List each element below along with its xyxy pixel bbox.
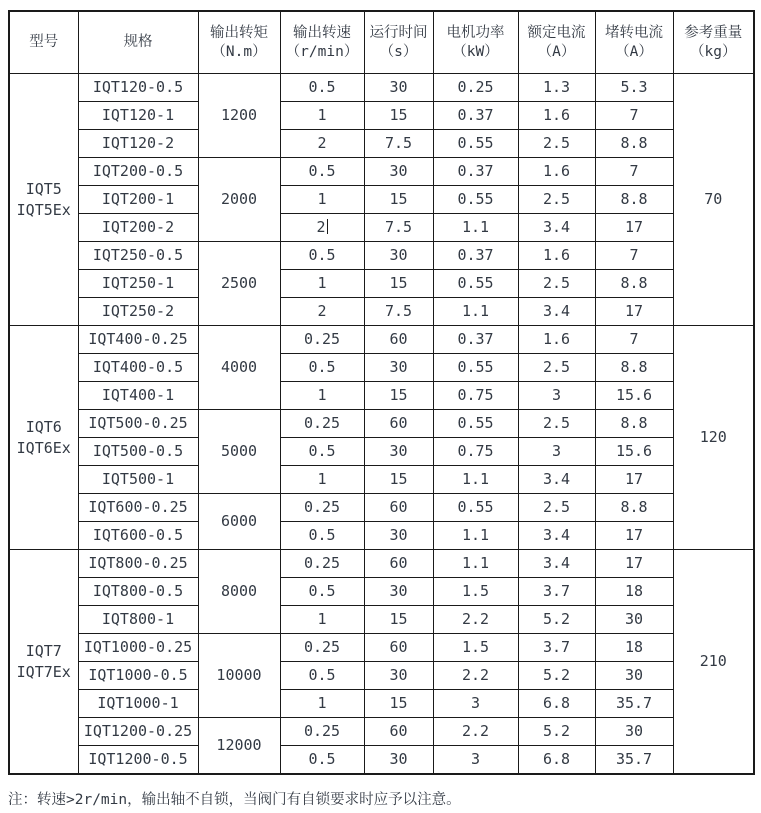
torque-cell: 10000 xyxy=(198,634,280,718)
header-label: 输出转矩 xyxy=(210,25,268,42)
table-row xyxy=(9,494,754,522)
stall-current-cell: 15.6 xyxy=(595,438,673,466)
stall-current-cell: 7 xyxy=(595,158,673,186)
speed-cell: 2 xyxy=(280,130,364,158)
table-row xyxy=(9,326,754,354)
table-row xyxy=(9,466,754,494)
rated-current-cell: 5.2 xyxy=(518,606,595,634)
spec-cell: IQT600-0.5 xyxy=(78,522,198,550)
spec-cell: IQT400-0.5 xyxy=(78,354,198,382)
time-cell: 7.5 xyxy=(364,130,433,158)
time-cell: 7.5 xyxy=(364,214,433,242)
power-cell: 1.1 xyxy=(433,466,518,494)
speed-cell: 1 xyxy=(280,606,364,634)
column-header-torque xyxy=(198,11,280,74)
spec-cell: IQT1200-0.5 xyxy=(78,746,198,775)
stall-current-cell: 8.8 xyxy=(595,186,673,214)
model-line: IQT7Ex xyxy=(16,662,71,681)
time-cell: 30 xyxy=(364,242,433,270)
stall-current-cell: 30 xyxy=(595,662,673,690)
stall-current-cell: 30 xyxy=(595,606,673,634)
speed-cell: 0.5 xyxy=(280,438,364,466)
time-cell: 15 xyxy=(364,382,433,410)
power-cell: 0.37 xyxy=(433,158,518,186)
stall-current-cell: 5.3 xyxy=(595,74,673,102)
time-cell: 15 xyxy=(364,270,433,298)
header-label: 运行时间 xyxy=(369,25,428,42)
model-cell xyxy=(9,74,78,326)
stall-current-cell: 17 xyxy=(595,550,673,578)
time-cell: 60 xyxy=(364,718,433,746)
time-cell: 60 xyxy=(364,410,433,438)
time-cell: 30 xyxy=(364,158,433,186)
model-line: IQT5Ex xyxy=(16,200,71,219)
spec-cell: IQT200-2 xyxy=(78,214,198,242)
table-row xyxy=(9,242,754,270)
actuator-spec-table xyxy=(8,10,755,775)
stall-current-cell: 18 xyxy=(595,578,673,606)
rated-current-cell: 2.5 xyxy=(518,354,595,382)
stall-current-cell: 30 xyxy=(595,718,673,746)
weight-cell: 210 xyxy=(673,550,754,775)
torque-cell: 2000 xyxy=(198,158,280,242)
table-row xyxy=(9,214,754,242)
header-label: 堵转电流 xyxy=(605,25,663,42)
torque-cell: 8000 xyxy=(198,550,280,634)
spec-cell: IQT250-0.5 xyxy=(78,242,198,270)
rated-current-cell: 2.5 xyxy=(518,130,595,158)
rated-current-cell: 3.7 xyxy=(518,578,595,606)
rated-current-cell: 1.6 xyxy=(518,242,595,270)
torque-cell: 2500 xyxy=(198,242,280,326)
speed-cell: 0.25 xyxy=(280,494,364,522)
table-row xyxy=(9,410,754,438)
time-cell: 30 xyxy=(364,74,433,102)
spec-cell: IQT120-2 xyxy=(78,130,198,158)
rated-current-cell: 3 xyxy=(518,382,595,410)
stall-current-cell: 35.7 xyxy=(595,746,673,775)
speed-cell: 1 xyxy=(280,270,364,298)
time-cell: 60 xyxy=(364,634,433,662)
rated-current-cell: 2.5 xyxy=(518,410,595,438)
table-row xyxy=(9,718,754,746)
rated-current-cell: 5.2 xyxy=(518,662,595,690)
stall-current-cell: 7 xyxy=(595,102,673,130)
rated-current-cell: 1.3 xyxy=(518,74,595,102)
speed-cell: 1 xyxy=(280,382,364,410)
table-row xyxy=(9,746,754,775)
spec-cell: IQT800-0.5 xyxy=(78,578,198,606)
table-row xyxy=(9,438,754,466)
time-cell: 60 xyxy=(364,326,433,354)
time-cell: 15 xyxy=(364,186,433,214)
power-cell: 0.25 xyxy=(433,74,518,102)
power-cell: 2.2 xyxy=(433,718,518,746)
power-cell: 0.37 xyxy=(433,326,518,354)
spec-cell: IQT400-1 xyxy=(78,382,198,410)
rated-current-cell: 3.4 xyxy=(518,466,595,494)
table-row xyxy=(9,382,754,410)
stall-current-cell: 8.8 xyxy=(595,354,673,382)
table-row xyxy=(9,130,754,158)
table-row xyxy=(9,550,754,578)
column-header-power xyxy=(433,11,518,74)
rated-current-cell: 1.6 xyxy=(518,158,595,186)
spec-cell: IQT120-1 xyxy=(78,102,198,130)
header-unit: （kg） xyxy=(690,43,737,60)
speed-cell: 0.5 xyxy=(280,74,364,102)
time-cell: 30 xyxy=(364,522,433,550)
rated-current-cell: 2.5 xyxy=(518,494,595,522)
column-header-rated-current xyxy=(518,11,595,74)
stall-current-cell: 17 xyxy=(595,522,673,550)
power-cell: 1.1 xyxy=(433,298,518,326)
speed-cell: 0.25 xyxy=(280,718,364,746)
time-cell: 30 xyxy=(364,746,433,775)
power-cell: 1.5 xyxy=(433,634,518,662)
stall-current-cell: 17 xyxy=(595,466,673,494)
header-label: 规格 xyxy=(123,34,153,51)
header-unit: （r/min） xyxy=(285,43,359,60)
rated-current-cell: 6.8 xyxy=(518,746,595,775)
speed-cell: 0.5 xyxy=(280,662,364,690)
power-cell: 0.55 xyxy=(433,270,518,298)
header-unit: （s） xyxy=(379,43,418,60)
rated-current-cell: 5.2 xyxy=(518,718,595,746)
speed-cell: 0.25 xyxy=(280,550,364,578)
speed-cell: 1 xyxy=(280,102,364,130)
header-unit: （kW） xyxy=(452,43,499,60)
speed-cell: 0.5 xyxy=(280,354,364,382)
torque-cell: 5000 xyxy=(198,410,280,494)
stall-current-cell: 17 xyxy=(595,214,673,242)
time-cell: 60 xyxy=(364,550,433,578)
speed-cell: 0.5 xyxy=(280,746,364,775)
time-cell: 30 xyxy=(364,354,433,382)
rated-current-cell: 6.8 xyxy=(518,690,595,718)
stall-current-cell: 7 xyxy=(595,326,673,354)
speed-cell: 0.5 xyxy=(280,578,364,606)
header-label: 参考重量 xyxy=(684,25,743,42)
header-label: 额定电流 xyxy=(527,25,586,42)
rated-current-cell: 1.6 xyxy=(518,326,595,354)
model-line: IQT5 xyxy=(25,180,62,199)
spec-cell: IQT500-0.5 xyxy=(78,438,198,466)
rated-current-cell: 1.6 xyxy=(518,102,595,130)
power-cell: 0.75 xyxy=(433,382,518,410)
table-row xyxy=(9,102,754,130)
power-cell: 0.55 xyxy=(433,186,518,214)
power-cell: 0.55 xyxy=(433,410,518,438)
torque-cell: 1200 xyxy=(198,74,280,158)
time-cell: 7.5 xyxy=(364,298,433,326)
power-cell: 1.5 xyxy=(433,578,518,606)
table-row xyxy=(9,74,754,102)
rated-current-cell: 3 xyxy=(518,438,595,466)
table-row xyxy=(9,522,754,550)
header-label: 输出转速 xyxy=(293,25,351,42)
table-row xyxy=(9,354,754,382)
column-header-weight xyxy=(673,11,754,74)
spec-cell: IQT200-1 xyxy=(78,186,198,214)
column-header-speed xyxy=(280,11,364,74)
weight-cell: 70 xyxy=(673,74,754,326)
spec-cell: IQT500-0.25 xyxy=(78,410,198,438)
speed-cell: 2 xyxy=(280,214,364,242)
table-row xyxy=(9,578,754,606)
time-cell: 60 xyxy=(364,494,433,522)
time-cell: 15 xyxy=(364,466,433,494)
speed-cell: 0.5 xyxy=(280,522,364,550)
spec-cell: IQT1200-0.25 xyxy=(78,718,198,746)
speed-cell: 0.25 xyxy=(280,410,364,438)
speed-cell: 0.5 xyxy=(280,158,364,186)
spec-cell: IQT500-1 xyxy=(78,466,198,494)
header-unit: （A） xyxy=(615,43,653,60)
torque-cell: 6000 xyxy=(198,494,280,550)
model-line: IQT7 xyxy=(25,642,62,661)
column-header-spec xyxy=(78,11,198,74)
power-cell: 0.55 xyxy=(433,494,518,522)
table-body xyxy=(9,74,754,775)
model-cell xyxy=(9,550,78,775)
power-cell: 0.55 xyxy=(433,354,518,382)
rated-current-cell: 2.5 xyxy=(518,270,595,298)
rated-current-cell: 2.5 xyxy=(518,186,595,214)
stall-current-cell: 8.8 xyxy=(595,270,673,298)
spec-cell: IQT200-0.5 xyxy=(78,158,198,186)
speed-cell: 0.25 xyxy=(280,326,364,354)
header-unit: （N.m） xyxy=(211,43,267,60)
power-cell: 0.55 xyxy=(433,130,518,158)
power-cell: 3 xyxy=(433,746,518,775)
power-cell: 1.1 xyxy=(433,550,518,578)
power-cell: 0.37 xyxy=(433,242,518,270)
time-cell: 30 xyxy=(364,438,433,466)
column-header-model xyxy=(9,11,78,74)
spec-cell: IQT120-0.5 xyxy=(78,74,198,102)
speed-cell: 2 xyxy=(280,298,364,326)
spec-cell: IQT1000-0.5 xyxy=(78,662,198,690)
power-cell: 2.2 xyxy=(433,606,518,634)
stall-current-cell: 17 xyxy=(595,298,673,326)
rated-current-cell: 3.4 xyxy=(518,214,595,242)
table-row xyxy=(9,298,754,326)
spec-cell: IQT400-0.25 xyxy=(78,326,198,354)
header-label: 电机功率 xyxy=(446,25,505,42)
stall-current-cell: 15.6 xyxy=(595,382,673,410)
model-line: IQT6 xyxy=(25,418,62,437)
rated-current-cell: 3.4 xyxy=(518,522,595,550)
table-header-row xyxy=(9,11,754,74)
rated-current-cell: 3.4 xyxy=(518,550,595,578)
speed-cell: 0.5 xyxy=(280,242,364,270)
header-unit: （A） xyxy=(537,43,576,60)
table-row xyxy=(9,606,754,634)
text-cursor xyxy=(327,219,328,234)
table-row xyxy=(9,690,754,718)
column-header-time xyxy=(364,11,433,74)
rated-current-cell: 3.4 xyxy=(518,298,595,326)
spec-cell: IQT800-0.25 xyxy=(78,550,198,578)
column-header-stall-current xyxy=(595,11,673,74)
power-cell: 1.1 xyxy=(433,214,518,242)
spec-cell: IQT600-0.25 xyxy=(78,494,198,522)
time-cell: 15 xyxy=(364,102,433,130)
speed-cell: 1 xyxy=(280,186,364,214)
stall-current-cell: 8.8 xyxy=(595,410,673,438)
table-row xyxy=(9,662,754,690)
speed-cell: 1 xyxy=(280,466,364,494)
power-cell: 1.1 xyxy=(433,522,518,550)
rated-current-cell: 3.7 xyxy=(518,634,595,662)
spec-cell: IQT800-1 xyxy=(78,606,198,634)
power-cell: 0.75 xyxy=(433,438,518,466)
model-line: IQT6Ex xyxy=(16,438,71,457)
time-cell: 30 xyxy=(364,578,433,606)
spec-cell: IQT1000-0.25 xyxy=(78,634,198,662)
stall-current-cell: 8.8 xyxy=(595,494,673,522)
stall-current-cell: 8.8 xyxy=(595,130,673,158)
spec-cell: IQT1000-1 xyxy=(78,690,198,718)
power-cell: 0.37 xyxy=(433,102,518,130)
spec-cell: IQT250-1 xyxy=(78,270,198,298)
stall-current-cell: 7 xyxy=(595,242,673,270)
torque-cell: 4000 xyxy=(198,326,280,410)
table-row xyxy=(9,634,754,662)
footnote: 注：转速>2r/min，输出轴不自锁，当阀门有自锁要求时应予以注意。 xyxy=(8,792,461,808)
time-cell: 15 xyxy=(364,606,433,634)
table-row xyxy=(9,270,754,298)
header-label: 型号 xyxy=(29,34,59,51)
torque-cell: 12000 xyxy=(198,718,280,775)
stall-current-cell: 18 xyxy=(595,634,673,662)
stall-current-cell: 35.7 xyxy=(595,690,673,718)
power-cell: 2.2 xyxy=(433,662,518,690)
speed-cell: 0.25 xyxy=(280,634,364,662)
table-row xyxy=(9,158,754,186)
power-cell: 3 xyxy=(433,690,518,718)
table-row xyxy=(9,186,754,214)
spec-cell: IQT250-2 xyxy=(78,298,198,326)
speed-cell: 1 xyxy=(280,690,364,718)
model-cell xyxy=(9,326,78,550)
time-cell: 30 xyxy=(364,662,433,690)
weight-cell: 120 xyxy=(673,326,754,550)
time-cell: 15 xyxy=(364,690,433,718)
